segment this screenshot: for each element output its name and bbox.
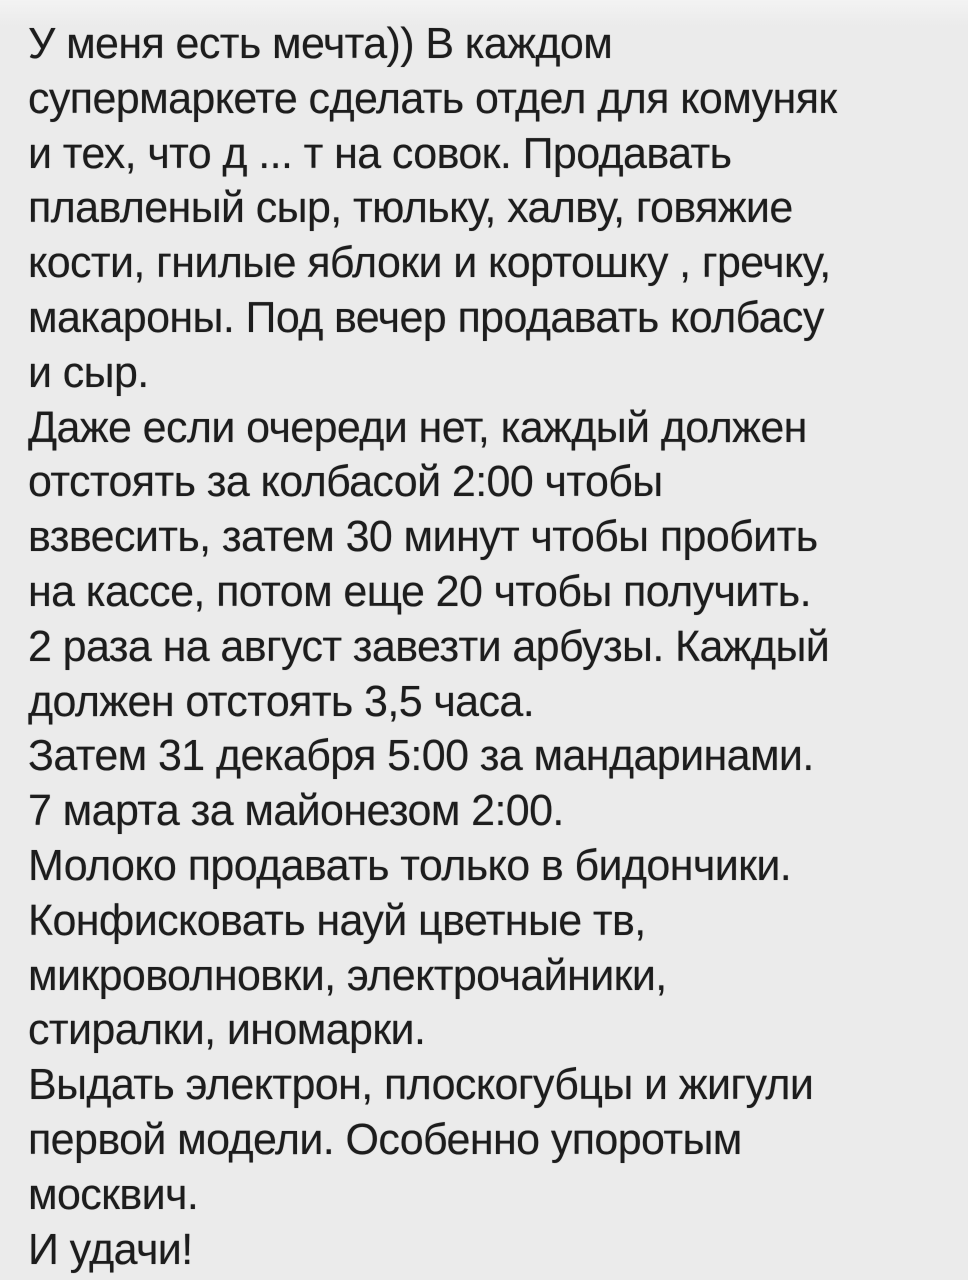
text-line: Затем 31 декабря 5:00 за мандаринами. bbox=[28, 731, 814, 781]
text-line: 7 марта за майонезом 2:00. bbox=[28, 786, 564, 836]
text-line: и сыр. bbox=[28, 347, 149, 397]
text-line: москвич. bbox=[28, 1169, 199, 1219]
text-line: и тех, что д ... т на совок. Продавать bbox=[28, 128, 732, 178]
text-line: И удачи! bbox=[28, 1224, 193, 1274]
text-line: первой модели. Особенно упоротым bbox=[28, 1114, 742, 1164]
text-line: отстоять за колбасой 2:00 чтобы bbox=[28, 457, 663, 507]
text-line: макароны. Под вечер продавать колбасу bbox=[28, 293, 824, 343]
text-line: на кассе, потом еще 20 чтобы получить. bbox=[28, 567, 811, 616]
text-line: микроволновки, электрочайники, bbox=[28, 950, 667, 1000]
text-line: 2 раза на август завезти арбузы. Каждый bbox=[28, 621, 830, 671]
text-line: взвесить, затем 30 минут чтобы пробить bbox=[28, 512, 818, 562]
text-line: Конфисковать науй цветные тв, bbox=[28, 895, 646, 945]
text-line: должен отстоять 3,5 часа. bbox=[28, 676, 535, 726]
text-line: супермаркете сделать отдел для комуняк bbox=[28, 73, 837, 123]
text-line: У меня есть мечта)) В каждом bbox=[28, 19, 613, 69]
text-line: Выдать электрон, плоскогубцы и жигули bbox=[28, 1060, 814, 1110]
text-line: плавленый сыр, тюльку, халву, говяжие bbox=[28, 183, 793, 233]
text-line: Даже если очереди нет, каждый должен bbox=[28, 402, 807, 452]
text-line: кости, гнилые яблоки и кортошку , гречку, bbox=[28, 238, 831, 288]
text-line: стиралки, иномарки. bbox=[28, 1005, 426, 1055]
text-line: Молоко продавать только в бидончики. bbox=[28, 841, 792, 890]
